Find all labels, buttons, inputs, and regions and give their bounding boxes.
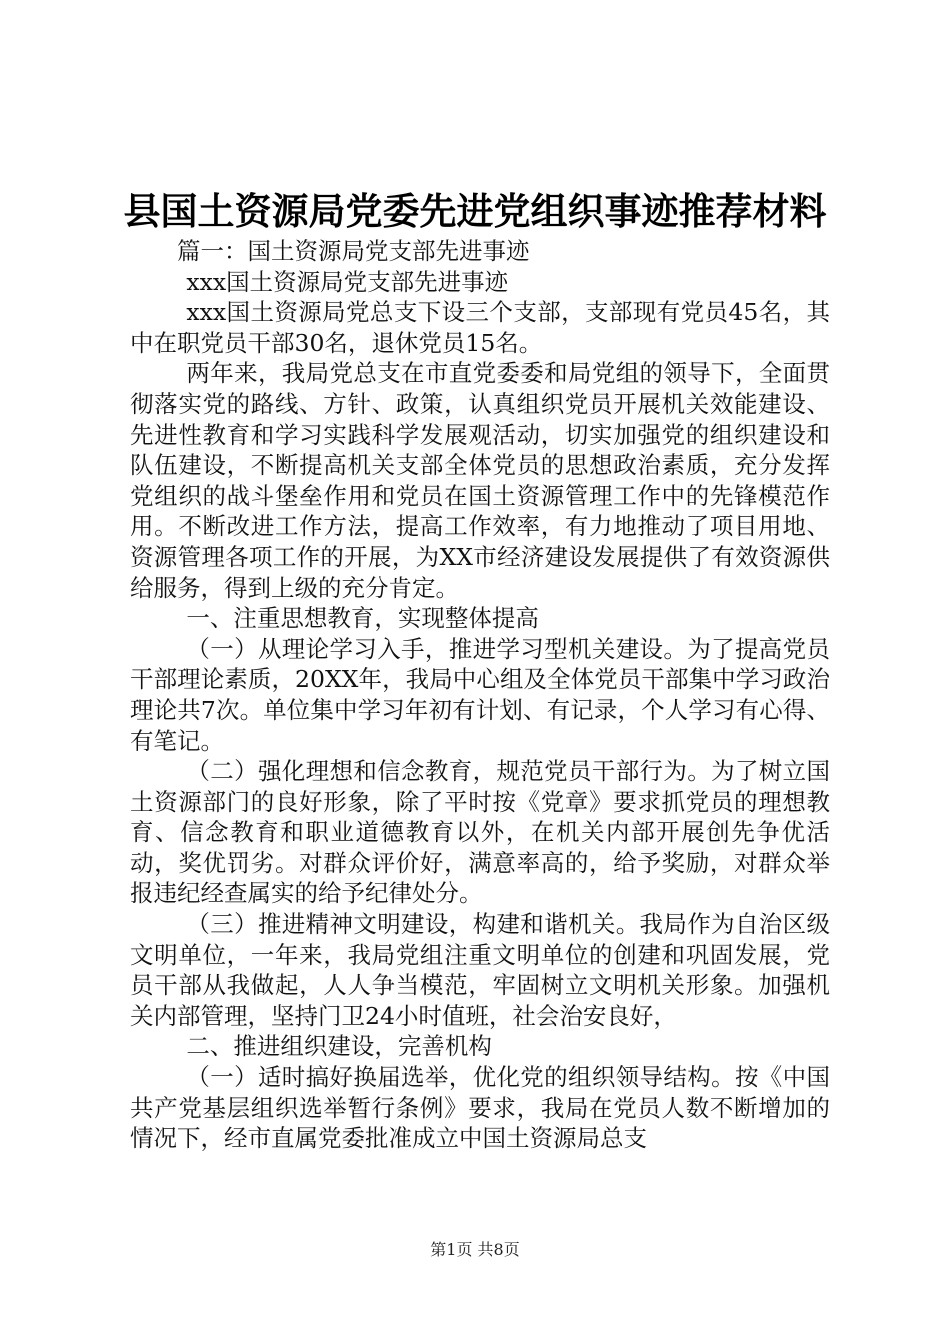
document-title: 县国土资源局党委先进党组织事迹推荐材料 [123,189,827,233]
document-body [130,236,830,1154]
page-footer: 第1页 共8页 [430,1240,520,1259]
paragraph-item-1-2: （二）强化理想和信念教育，规范党员干部行为。为了树立国土资源部门的良好形象，除了平时按《党章》要求抓党员的理想教育、信念教育和职业道德教育以外，在机关内部开展创先争优活动，奖优罚劣。对群众评价好，满意率高的，给予奖励，对群众举报违纪经查属实的给予纪律处分。 [130,757,830,908]
section-heading-1: 一、注重思想教育，实现整体提高 [186,604,539,633]
paragraph-item-1-1: （一）从理论学习入手，推进学习型机关建设。为了提高党员干部理论素质，20XX年，我局中心组及全体党员干部集中学习政治理论共7次。单位集中学习年初有计划、有记录，个人学习有心得、有笔记。 [130,634,830,755]
paragraph-item-1-3: （三）推进精神文明建设，构建和谐机关。我局作为自治区级文明单位，一年来，我局党组注重文明单位的创建和巩固发展，党员干部从我做起，人人争当模范，牢固树立文明机关形象。加强机关内部管理，坚持门卫24小时值班，社会治安良好， [130,910,830,1030]
paragraph-subtitle: xxx国土资源局党支部先进事迹 [186,267,509,296]
paragraph-heading-1: 篇一：国土资源局党支部先进事迹 [177,237,530,265]
paragraph-intro: xxx国土资源局党总支下设三个支部，支部现有党员45名，其中在职党员干部30名，退休党员15名。 [130,298,830,357]
paragraph-overview: 两年来，我局党总支在市直党委委和局党组的领导下，全面贯彻落实党的路线、方针、政策，认真组织党员开展机关效能建设、先进性教育和学习实践科学发展观活动，切实加强党的组织建设和队伍建设，不断提高机关支部全体党员的思想政治素质，充分发挥党组织的战斗堡垒作用和党员在国土资源管理工作中的先锋模范作用。不断改进工作方法，提高工作效率，有力地推动了项目用地、资源管理各项工作的开展，为XX市经济建设发展提供了有效资源供给服务，得到上级的充分肯定。 [130,359,830,602]
section-heading-2: 二、推进组织建设，完善机构 [186,1032,492,1061]
paragraph-item-2-1: （一）适时搞好换届选举，优化党的组织领导结构。按《中国共产党基层组织选举暂行条例》要求，我局在党员人数不断增加的情况下，经市直属党委批准成立中国土资源局总支 [130,1063,830,1153]
